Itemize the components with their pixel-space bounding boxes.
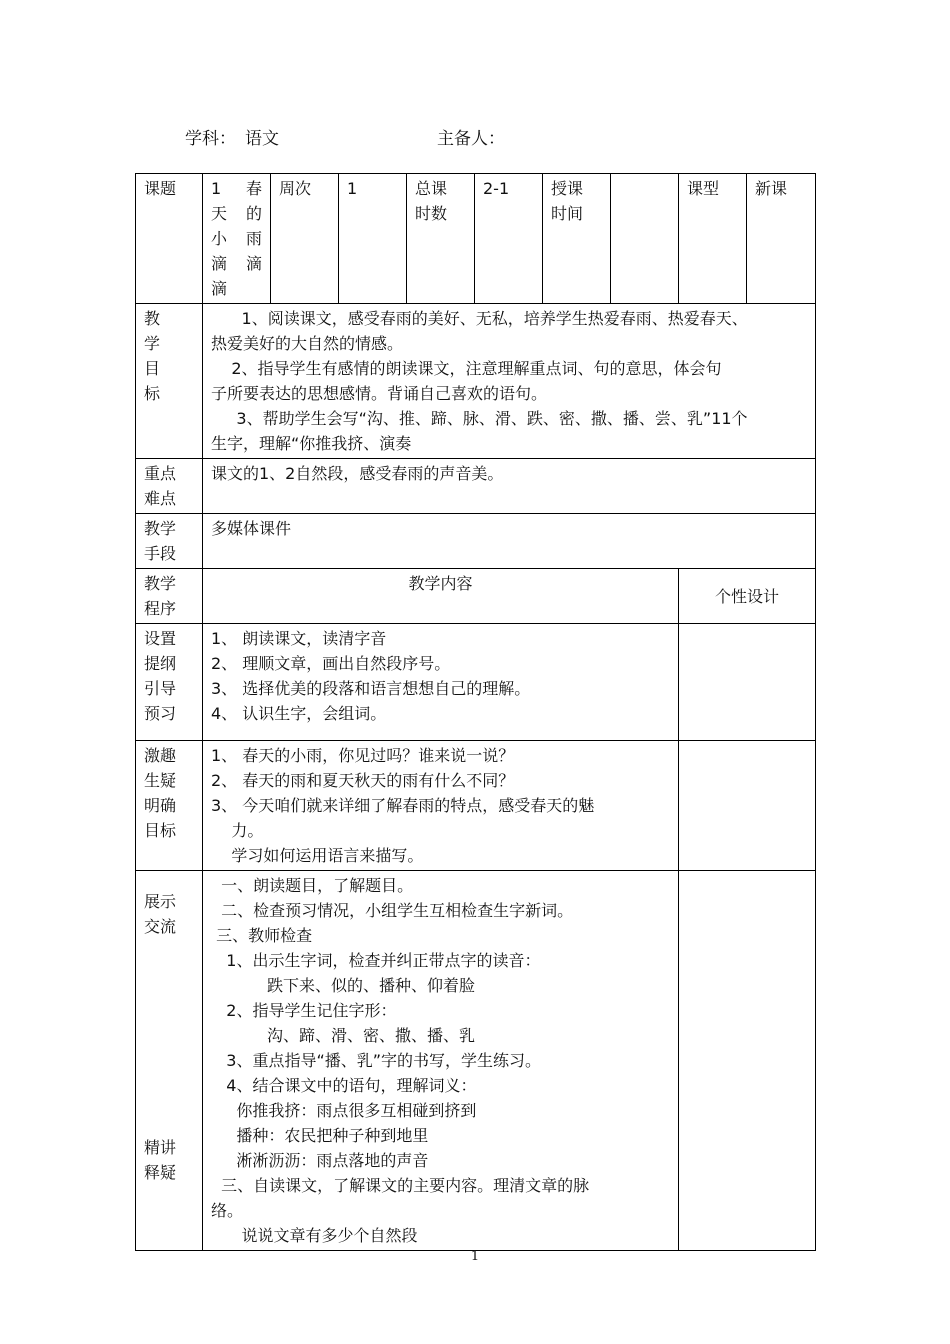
week-value: 1	[339, 174, 407, 304]
goals-content: 1、阅读课文，感受春雨的美好、无私，培养学生热爱春雨、热爱春天、 热爱美好的大自然的情感。 2、指导学生有感情的朗读课文，注意理解重点词、句的意思，体会句 子所要表达的思想感情。背诵自己喜欢的语句。 3、帮助学生会写“沟、推、蹄、脉、滑、跌、密、撒、播、尝、乳”11个 生字，理解“你推我挤、演奏	[203, 304, 816, 459]
preview-label: 设置 提纲 引导 预习	[136, 624, 203, 741]
preview-design	[679, 624, 816, 741]
key-points-content: 课文的1、2自然段，感受春雨的声音美。	[203, 459, 816, 514]
key-points-row	[136, 459, 816, 514]
page-number: 1	[470, 1249, 480, 1264]
week-label: 周次	[271, 174, 339, 304]
means-content: 多媒体课件	[203, 514, 816, 569]
exchange-design	[679, 871, 816, 1251]
motivation-content: 1、 春天的小雨，你见过吗？谁来说一说？ 2、 春天的雨和夏天秋天的雨有什么不同？ 3、 今天咱们就来详细了解春雨的特点，感受春天的魅 力。 学习如何运用语言来描写。	[203, 741, 679, 871]
motivation-design	[679, 741, 816, 871]
motivation-label: 激趣 生疑 明确 目标	[136, 741, 203, 871]
total-hours-value: 2-1	[475, 174, 543, 304]
preparer-label: 主备人：	[437, 129, 505, 149]
procedure-label: 教学 程序	[136, 569, 203, 624]
total-hours-label: 总课 时数	[407, 174, 475, 304]
procedure-header-row	[136, 569, 816, 624]
exchange-label: 展示 交流 精讲 释疑	[136, 871, 203, 1251]
preview-content: 1、 朗读课文，读清字音 2、 理顺文章，画出自然段序号。 3、 选择优美的段落和语言想想自己的理解。 4、 认识生字，会组词。	[203, 624, 679, 741]
exchange-content: 一、朗读题目，了解题目。 二、检查预习情况，小组学生互相检查生字新词。 三、教师检查 1、出示生字词，检查并纠正带点字的读音： 跌下来、似的、播种、仰着脸 2、指导学生记住字形： 沟、蹄、滑、密、撒、播、乳 3、重点指导“播、乳”字的书写，学生练习。 4、结合课文中的语句，理解词义： 你推我挤：雨点很多互相碰到挤到 播种：农民把种子种到地里 淅淅沥沥：雨点落地的声音 三、自读课文，了解课文的主要内容。理清文章的脉 络。 说说文章有多少个自然段	[203, 871, 679, 1251]
lesson-type-label: 课型	[679, 174, 747, 304]
goals-label: 教 学 目 标	[136, 304, 203, 459]
teach-time-label: 授课 时间	[543, 174, 611, 304]
lesson-type-value: 新课	[747, 174, 816, 304]
topic-value: 1 春 天 的 小 雨 滴 滴 滴	[203, 174, 271, 304]
exchange-row	[136, 871, 816, 1251]
topic-label: 课题	[136, 174, 203, 304]
lesson-plan-table	[135, 173, 816, 1251]
subject-label: 学科：	[185, 129, 236, 149]
motivation-row	[136, 741, 816, 871]
goals-row	[136, 304, 816, 459]
preview-row	[136, 624, 816, 741]
teach-time-value	[611, 174, 679, 304]
key-points-label: 重点 难点	[136, 459, 203, 514]
means-label: 教学 手段	[136, 514, 203, 569]
info-row	[136, 174, 816, 304]
design-column-title: 个性设计	[679, 569, 816, 624]
subject-value: 语文	[245, 129, 279, 149]
means-row	[136, 514, 816, 569]
content-column-title: 教学内容	[203, 569, 679, 624]
